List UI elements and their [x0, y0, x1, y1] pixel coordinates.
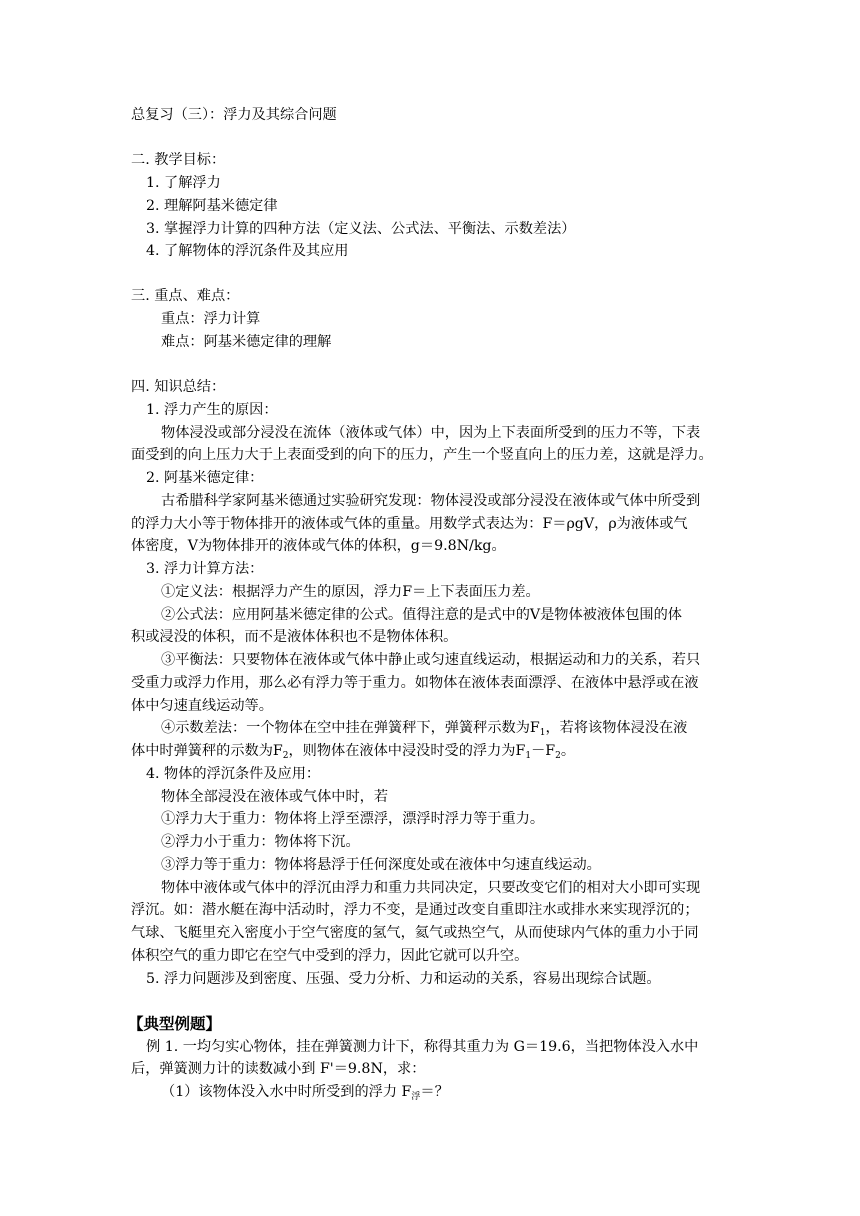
subscript: 2	[555, 751, 561, 761]
method-line: ②公式法：应用阿基米德定律的公式。值得注意的是式中的V是物体被液体包围的体	[161, 607, 682, 623]
examples-heading: 【典型例题】	[128, 1014, 222, 1033]
subsection-heading: 4. 物体的浮沉条件及应用：	[146, 766, 321, 782]
paragraph-line: 古希腊科学家阿基米德通过实验研究发现：物体浸没或部分浸没在液体或气体中所受到	[161, 493, 701, 509]
subscript: 2	[282, 751, 289, 761]
text-run: （1）该物体没入水中时所受到的浮力 F	[161, 1084, 412, 1100]
paragraph-line: 气球、飞艇里充入密度小于空气密度的氢气，氦气或热空气，从而使球内气体的重力小于同	[131, 925, 699, 941]
doc-title: 总复习（三）：浮力及其综合问题	[131, 107, 337, 123]
subscript: 1	[525, 751, 532, 761]
objective-item: 2. 理解阿基米德定律	[146, 198, 278, 214]
section-2-heading: 二. 教学目标：	[131, 152, 226, 168]
objective-item: 1. 了解浮力	[146, 175, 221, 191]
text-run: ，则物体在液体中浸没时受的浮力为F	[288, 743, 526, 759]
example-line: 后，弹簧测力计的读数减小到 F'＝9.8N，求：	[131, 1061, 426, 1077]
paragraph-line: 物体中液体或气体中的浮沉由浮力和重力共同决定，只要改变它们的相对大小即可实现	[161, 880, 701, 896]
method-line: 体中匀速直线运动等。	[131, 698, 273, 714]
condition-line: ②浮力小于重力：物体将下沉。	[161, 834, 360, 850]
paragraph-line: 物体浸没或部分浸没在流体（液体或气体）中，因为上下表面所受到的压力不等，下表	[161, 425, 701, 441]
example-line: 例 1. 一均匀实心物体，挂在弹簧测力计下，称得其重力为 G＝19.6，当把物体没入水中	[146, 1039, 699, 1055]
subsection-heading: 1. 浮力产生的原因：	[146, 402, 278, 418]
subscript: 1	[539, 728, 546, 738]
paragraph-line: 物体全部浸没在液体或气体中时，若	[161, 789, 389, 805]
subsection-heading: 5. 浮力问题涉及到密度、压强、受力分析、力和运动的关系，容易出现综合试题。	[146, 971, 661, 987]
section-3-heading: 三. 重点、难点：	[131, 288, 240, 304]
method-line	[131, 740, 575, 765]
text-run: ＝？	[420, 1084, 449, 1100]
subsection-heading: 3. 浮力计算方法：	[146, 561, 264, 577]
objective-item: 4. 了解物体的浮沉条件及其应用	[146, 243, 349, 259]
difficulty-point: 难点：阿基米德定律的理解	[161, 334, 332, 350]
section-4-heading: 四. 知识总结：	[131, 379, 226, 395]
text-run: 。	[560, 743, 576, 759]
objective-item: 3. 掌握浮力计算的四种方法（定义法、公式法、平衡法、示数差法）	[146, 221, 576, 237]
text-run: ④示数差法：一个物体在空中挂在弹簧秤下，弹簧秤示数为F	[161, 720, 540, 736]
method-line: ③平衡法：只要物体在液体或气体中静止或匀速直线运动，根据运动和力的关系，若只	[161, 652, 701, 668]
paragraph-line: 浮沉。如：潜水艇在海中活动时，浮力不变，是通过改变自重即注水或排水来实现浮沉的；	[131, 902, 699, 918]
text-run: ，若将该物体浸没在液	[545, 720, 688, 736]
key-point: 重点：浮力计算	[161, 311, 261, 327]
method-line: 积或浸没的体积，而不是液体体积也不是物体体积。	[131, 629, 458, 645]
method-line	[161, 717, 687, 742]
paragraph-line: 体密度，V为物体排开的液体或气体的体积，g＝9.8N/kg。	[131, 538, 506, 554]
subscript: 浮	[411, 1092, 421, 1102]
method-line: 受重力或浮力作用，那么必有浮力等于重力。如物体在液体表面漂浮、在液体中悬浮或在液	[131, 675, 699, 691]
condition-line: ①浮力大于重力：物体将上浮至漂浮，漂浮时浮力等于重力。	[161, 811, 545, 827]
subsection-heading: 2. 阿基米德定律：	[146, 470, 264, 486]
condition-line: ③浮力等于重力：物体将悬浮于任何深度处或在液体中匀速直线运动。	[161, 857, 601, 873]
text-run: －F	[531, 743, 556, 759]
method-line: ①定义法：根据浮力产生的原因，浮力F＝上下表面压力差。	[161, 584, 540, 600]
text-run: 体中时弹簧秤的示数为F	[131, 743, 283, 759]
paragraph-line: 体积空气的重力即它在空气中受到的浮力，因此它就可以升空。	[131, 948, 529, 964]
paragraph-line: 的浮力大小等于物体排开的液体或气体的重量。用数学式表达为：F＝ρgV，ρ为液体或气	[131, 516, 688, 532]
paragraph-line: 面受到的向上压力大于上表面受到的向下的压力，产生一个竖直向上的压力差，这就是浮力。	[131, 447, 713, 463]
example-question	[161, 1081, 449, 1106]
